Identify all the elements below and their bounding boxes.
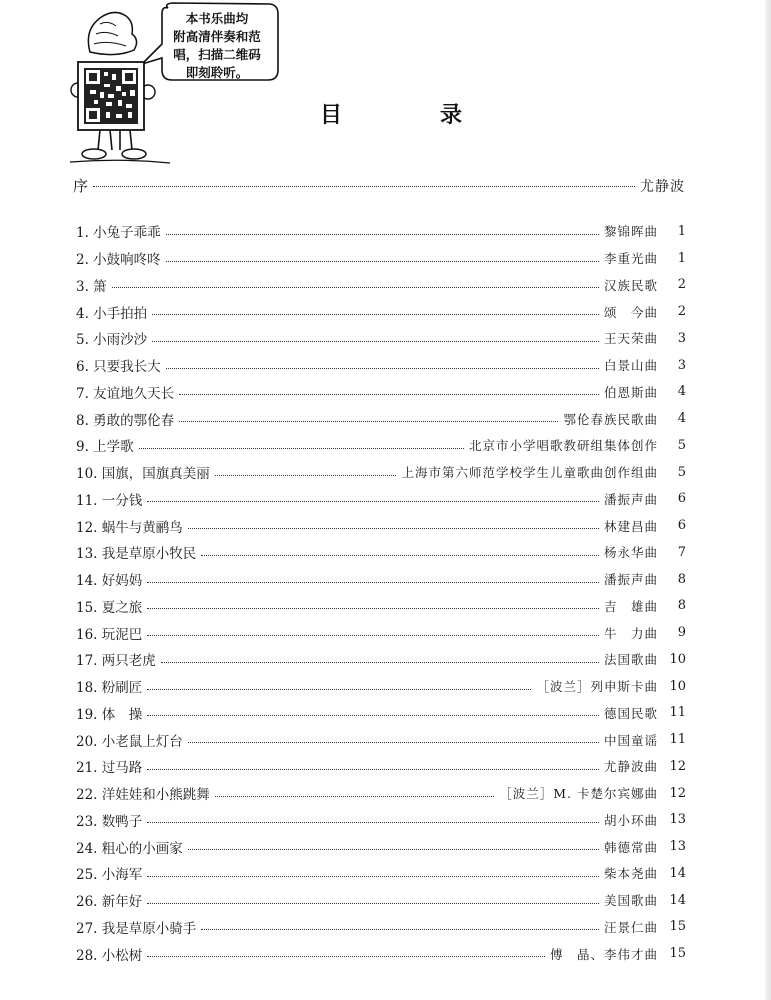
dot-leader xyxy=(147,769,599,770)
dot-leader xyxy=(152,341,599,342)
entry-title: 14. 好妈妈 xyxy=(76,573,143,590)
entry-author: 胡小环曲 xyxy=(603,812,658,828)
entry-page-number: 12 xyxy=(669,785,686,801)
dot-leader xyxy=(188,742,599,743)
entry-page-number: 13 xyxy=(669,839,686,855)
entry-page-number: 8 xyxy=(677,598,686,614)
dot-leader xyxy=(147,608,599,609)
toc-entry[interactable] xyxy=(76,405,686,432)
entry-title: 5. 小雨沙沙 xyxy=(76,332,148,349)
entry-author: 汉族民歌 xyxy=(603,277,658,293)
bubble-line: 即刻聆听。 xyxy=(185,65,249,80)
dot-leader xyxy=(166,234,599,235)
entry-author: 上海市第六师范学校学生儿童歌曲创作组曲 xyxy=(401,465,658,481)
entry-page-number: 15 xyxy=(669,946,686,962)
entry-author: 白景山曲 xyxy=(603,358,658,374)
entry-page-number: 4 xyxy=(677,411,686,427)
toc-entry[interactable] xyxy=(76,833,686,860)
toc-preface[interactable] xyxy=(73,175,685,196)
dot-leader xyxy=(201,929,599,930)
entry-author: 柴本尧曲 xyxy=(603,866,658,882)
dot-leader xyxy=(147,501,599,502)
entry-author: 林建昌曲 xyxy=(603,518,658,534)
entry-page-number: 10 xyxy=(669,651,686,667)
entry-title: 23. 数鸭子 xyxy=(76,813,143,830)
entry-title: 20. 小老鼠上灯台 xyxy=(76,733,183,750)
entry-title: 1. 小兔子乖乖 xyxy=(76,225,161,242)
entry-page-number: 11 xyxy=(669,705,686,721)
page-title: 目 录 xyxy=(320,103,501,128)
toc-entry[interactable] xyxy=(76,780,686,807)
entry-page-number: 14 xyxy=(669,892,686,908)
entry-author: 黎锦晖曲 xyxy=(603,224,658,240)
dot-leader xyxy=(112,287,599,288)
dot-leader xyxy=(161,662,599,663)
entry-page-number: 3 xyxy=(677,330,686,346)
toc-entry[interactable] xyxy=(76,352,686,379)
entry-author: 李重光曲 xyxy=(603,251,658,267)
dot-leader xyxy=(188,528,599,529)
entry-page-number: 3 xyxy=(677,357,686,373)
dot-leader xyxy=(179,394,599,395)
entry-title: 25. 小海军 xyxy=(76,867,143,884)
dot-leader xyxy=(152,314,599,315)
bubble-line: 附高清伴奏和范 xyxy=(173,29,261,44)
entry-title: 4. 小手拍拍 xyxy=(76,305,148,322)
entry-author: 潘振声曲 xyxy=(603,572,658,588)
toc-entry[interactable] xyxy=(76,459,686,486)
entry-author: 杨永华曲 xyxy=(603,545,658,561)
entry-page-number: 2 xyxy=(677,277,686,293)
entry-title: 17. 两只老虎 xyxy=(76,653,156,670)
toc-entry[interactable] xyxy=(76,700,686,727)
entry-author: 汪景仁曲 xyxy=(603,919,658,935)
entry-author: 吉 雄曲 xyxy=(603,598,658,614)
entry-author: ［波兰］列申斯卡曲 xyxy=(536,679,658,695)
entry-page-number: 6 xyxy=(677,518,686,534)
toc-list xyxy=(76,218,686,967)
entry-title: 21. 过马路 xyxy=(76,760,143,777)
dot-leader xyxy=(215,475,397,476)
entry-author: 韩德常曲 xyxy=(603,839,658,855)
entry-title: 15. 夏之旅 xyxy=(76,599,143,616)
entry-page-number: 7 xyxy=(677,544,686,560)
dot-leader xyxy=(147,689,531,690)
toc-entry[interactable] xyxy=(76,272,686,299)
entry-title: 16. 玩泥巴 xyxy=(76,626,143,643)
entry-title: 13. 我是草原小牧民 xyxy=(76,546,197,563)
entry-title: 6. 只要我长大 xyxy=(76,359,161,376)
entry-title: 9. 上学歌 xyxy=(76,439,134,456)
toc-entry[interactable] xyxy=(76,619,686,646)
entry-author: ［波兰］M. 卡楚尔宾娜曲 xyxy=(499,786,658,802)
entry-page-number: 1 xyxy=(677,250,686,266)
entry-title: 11. 一分钱 xyxy=(76,492,143,509)
dot-leader xyxy=(188,849,599,850)
entry-title: 26. 新年好 xyxy=(76,894,143,911)
entry-title: 10. 国旗，国旗真美丽 xyxy=(76,466,210,483)
entry-title: 28. 小松树 xyxy=(76,947,143,964)
entry-author: 牛 力曲 xyxy=(603,625,658,641)
entry-page-number: 5 xyxy=(677,464,686,480)
entry-title: 7. 友谊地久天长 xyxy=(76,385,175,402)
preface-author: 尤静波 xyxy=(640,179,685,195)
toc-entry[interactable] xyxy=(76,298,686,325)
dot-leader xyxy=(147,903,599,904)
toc-entry[interactable] xyxy=(76,646,686,673)
entry-author: 美国歌曲 xyxy=(603,893,658,909)
dot-leader xyxy=(147,715,599,716)
dot-leader xyxy=(147,822,599,823)
toc-entry[interactable] xyxy=(76,486,686,513)
dot-leader xyxy=(147,635,599,636)
entry-title: 2. 小鼓响咚咚 xyxy=(76,252,161,269)
toc-entry[interactable] xyxy=(76,726,686,753)
entry-title: 8. 勇敢的鄂伦春 xyxy=(76,412,175,429)
entry-page-number: 9 xyxy=(677,625,686,641)
dot-leader xyxy=(147,582,599,583)
dot-leader xyxy=(201,555,599,556)
entry-author: 傅 晶、李伟才曲 xyxy=(549,946,658,962)
entry-page-number: 8 xyxy=(677,571,686,587)
entry-author: 北京市小学唱歌教研组集体创作 xyxy=(468,438,658,454)
bubble-line: 本书乐曲均 xyxy=(185,11,249,26)
toc-entry[interactable] xyxy=(76,940,686,967)
entry-page-number: 10 xyxy=(669,678,686,694)
entry-author: 颂 今曲 xyxy=(603,304,658,320)
toc-entry[interactable] xyxy=(76,539,686,566)
preface-label: 序 xyxy=(73,177,89,195)
dot-leader xyxy=(166,368,599,369)
dot-leader xyxy=(147,876,599,877)
entry-page-number: 6 xyxy=(677,491,686,507)
entry-title: 3. 箫 xyxy=(76,278,107,295)
toc-entry[interactable] xyxy=(76,379,686,406)
dot-leader xyxy=(215,796,494,797)
speech-bubble-text xyxy=(162,10,272,82)
dot-leader xyxy=(139,448,464,449)
toc-entry[interactable] xyxy=(76,566,686,593)
entry-page-number: 12 xyxy=(669,758,686,774)
entry-title: 24. 粗心的小画家 xyxy=(76,840,183,857)
toc-entry[interactable] xyxy=(76,593,686,620)
entry-title: 12. 蜗牛与黄鹂鸟 xyxy=(76,519,183,536)
toc-entry[interactable] xyxy=(76,887,686,914)
entry-author: 王天荣曲 xyxy=(603,331,658,347)
page-edge xyxy=(765,0,771,1000)
toc-entry[interactable] xyxy=(76,512,686,539)
entry-author: 法国歌曲 xyxy=(603,652,658,668)
entry-page-number: 2 xyxy=(677,304,686,320)
dot-leader xyxy=(179,421,558,422)
entry-page-number: 5 xyxy=(677,437,686,453)
entry-author: 德国民歌 xyxy=(603,705,658,721)
entry-author: 潘振声曲 xyxy=(603,491,658,507)
dot-leader xyxy=(93,186,635,187)
dot-leader xyxy=(166,261,599,262)
entry-page-number: 4 xyxy=(677,384,686,400)
entry-page-number: 11 xyxy=(669,732,686,748)
toc-entry[interactable] xyxy=(76,432,686,459)
entry-author: 中国童谣 xyxy=(603,732,658,748)
entry-title: 22. 洋娃娃和小熊跳舞 xyxy=(76,787,210,804)
toc-entry[interactable] xyxy=(76,325,686,352)
toc-entry[interactable] xyxy=(76,914,686,941)
entry-author: 鄂伦春族民歌曲 xyxy=(563,411,658,427)
entry-page-number: 13 xyxy=(669,812,686,828)
entry-title: 27. 我是草原小骑手 xyxy=(76,920,197,937)
entry-title: 18. 粉刷匠 xyxy=(76,680,143,697)
toc-entry[interactable] xyxy=(76,673,686,700)
entry-title: 19. 体 操 xyxy=(76,706,143,723)
toc-entry[interactable] xyxy=(76,245,686,272)
toc-entry[interactable] xyxy=(76,860,686,887)
toc-entry[interactable] xyxy=(76,218,686,245)
dot-leader xyxy=(147,956,545,957)
entry-author: 伯恩斯曲 xyxy=(603,384,658,400)
entry-page-number: 14 xyxy=(669,865,686,881)
toc-entry[interactable] xyxy=(76,753,686,780)
qr-code-icon xyxy=(84,68,138,124)
toc-entry[interactable] xyxy=(76,807,686,834)
entry-page-number: 15 xyxy=(669,919,686,935)
entry-page-number: 1 xyxy=(677,223,686,239)
entry-author: 尤静波曲 xyxy=(603,759,658,775)
bubble-line: 唱，扫描二维码 xyxy=(173,47,261,62)
